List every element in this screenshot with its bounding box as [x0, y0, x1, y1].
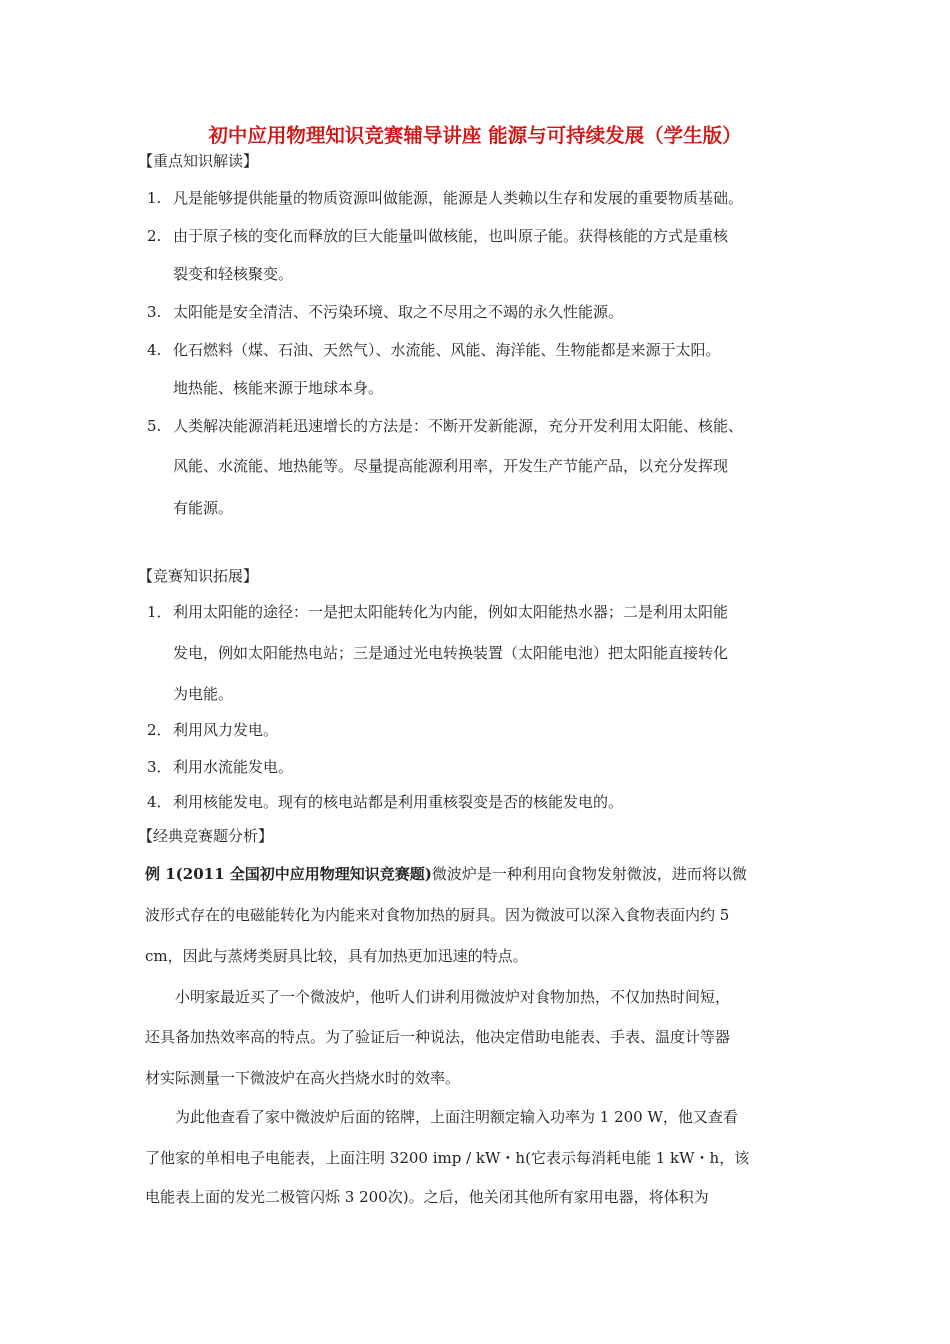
list-item: [147, 792, 623, 812]
section-heading-key-knowledge: 【重点知识解读】: [138, 152, 259, 170]
list-item: [147, 757, 293, 777]
example-paragraph-line: [145, 864, 747, 884]
example-label: 例 1(2011 全国初中应用物理知识竞赛题): [145, 865, 432, 883]
paragraph-line: 材实际测量一下微波炉在高火挡烧水时的效率。: [145, 1069, 461, 1087]
list-item: [147, 226, 728, 246]
list-text-continued: 裂变和轻核聚变。: [173, 265, 294, 283]
list-number: 2．: [147, 721, 172, 739]
list-text-continued: 有能源。: [173, 499, 234, 517]
list-number: 1.: [147, 189, 162, 207]
list-text: 人类解决能源消耗迅速增长的方法是：不断开发新能源，充分开发利用太阳能、核能、: [173, 417, 744, 435]
list-item: [147, 720, 278, 740]
list-text: 太阳能是安全清洁、不污染环境、取之不尽用之不竭的永久性能源。: [173, 303, 624, 321]
paragraph-line: 小明家最近买了一个微波炉，他听人们讲利用微波炉对食物加热，不仅加热时间短，: [175, 988, 731, 1006]
list-text: 凡是能够提供能量的物质资源叫做能源，能源是人类赖以生存和发展的重要物质基础。: [173, 189, 744, 207]
section-heading-competition-extension: 【竞赛知识拓展】: [138, 567, 259, 585]
list-text-continued: 地热能、核能来源于地球本身。: [173, 379, 384, 397]
list-text: 利用风力发电。: [173, 721, 279, 739]
paragraph-line: 为此他查看了家中微波炉后面的铭牌，上面注明额定输入功率为 1 200 W，他又查看: [175, 1108, 738, 1126]
list-item: [147, 188, 743, 208]
list-text: 利用太阳能的途径：一是把太阳能转化为内能，例如太阳能热水器；二是利用太阳能: [173, 603, 729, 621]
list-number: 1．: [147, 603, 172, 621]
list-text: 利用核能发电。现有的核电站都是利用重核裂变是否的核能发电的。: [173, 793, 624, 811]
list-number: 4．: [147, 793, 172, 811]
list-text: 由于原子核的变化而释放的巨大能量叫做核能，也叫原子能。获得核能的方式是重核: [173, 227, 729, 245]
paragraph-text: 微波炉是一种利用向食物发射微波，进而将以微: [431, 865, 747, 883]
list-text: 利用水流能发电。: [173, 758, 294, 776]
list-text: 化石燃料（煤、石油、天然气）、水流能、风能、海洋能、生物能都是来源于太阳。: [173, 341, 721, 359]
paragraph-line: 了他家的单相电子电能表，上面注明 3200 imp / kW・h(它表示每消耗电能 1 kW・h，该: [145, 1149, 750, 1167]
list-number: 3.: [147, 303, 162, 321]
list-number: 5.: [147, 417, 162, 435]
paragraph-line: 还具备加热效率高的特点。为了验证后一种说法，他决定借助电能表、手表、温度计等器: [145, 1028, 731, 1046]
list-number: 2.: [147, 227, 162, 245]
list-number: 3．: [147, 758, 172, 776]
list-item: [147, 416, 743, 436]
list-text-continued: 为电能。: [173, 685, 234, 703]
list-text-continued: 发电，例如太阳能热电站；三是通过光电转换装置（太阳能电池）把太阳能直接转化: [173, 644, 729, 662]
paragraph-line: 波形式存在的电磁能转化为内能来对食物加热的厨具。因为微波可以深入食物表面内约 5: [145, 906, 730, 924]
list-text-continued: 风能、水流能、地热能等。尽量提高能源利用率，开发生产节能产品，以充分发挥现: [173, 457, 729, 475]
paragraph-line: cm，因此与蒸烤类厨具比较，具有加热更加迅速的特点。: [145, 947, 528, 965]
page-title: 初中应用物理知识竞赛辅导讲座 能源与可持续发展（学生版）: [208, 124, 742, 147]
list-item: [147, 602, 728, 622]
list-number: 4.: [147, 341, 162, 359]
list-item: [147, 340, 721, 360]
list-item: [147, 302, 623, 322]
section-heading-classic-problems: 【经典竞赛题分析】: [138, 827, 274, 845]
paragraph-line: 电能表上面的发光二极管闪烁 3 200次)。之后，他关闭其他所有家用电器，将体积为: [145, 1188, 709, 1206]
